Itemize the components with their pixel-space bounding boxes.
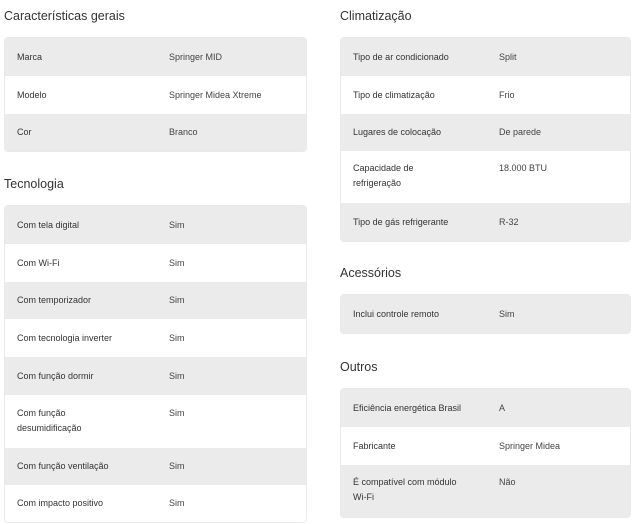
row-value-lugares-colocacao: De parede <box>499 127 542 137</box>
table-row <box>341 38 630 76</box>
table-row <box>5 485 306 522</box>
row-value-cor: Branco <box>169 127 198 137</box>
table-row <box>5 206 306 244</box>
table-caracteristicas-gerais <box>4 37 307 152</box>
row-label-tipo-ar: Tipo de ar condicionado <box>353 51 449 62</box>
row-label-inverter: Com tecnologia inverter <box>17 332 113 343</box>
section-title-climatizacao: Climatização <box>340 9 412 23</box>
row-value-modulo-wifi: Não <box>499 477 516 487</box>
row-label-dormir: Com função dormir <box>17 370 94 381</box>
row-value-gas: R-32 <box>499 216 519 227</box>
table-tecnologia <box>4 205 307 523</box>
row-label-ventilacao: Com função ventilação <box>17 461 109 471</box>
table-row <box>5 114 306 151</box>
row-value-fabricante: Springer Midea <box>499 440 561 451</box>
row-label-capacidade: Capacidade de refrigeração <box>353 163 414 188</box>
row-label-temporizador: Com temporizador <box>17 295 92 305</box>
section-title-acessorios: Acessórios <box>340 266 402 280</box>
row-label-modulo-wifi: É compatível com módulo Wi-Fi <box>353 477 457 502</box>
row-value-temporizador: Sim <box>169 295 185 305</box>
table-row <box>5 244 306 282</box>
table-row <box>341 114 630 151</box>
row-label-gas: Tipo de gás refrigerante <box>353 216 449 227</box>
row-value-tipo-ar: Split <box>499 51 517 62</box>
row-label-marca: Marca <box>17 51 43 62</box>
row-label-lugares-colocacao: Lugares de colocação <box>353 127 442 137</box>
row-label-wifi: Com Wi-Fi <box>17 257 60 268</box>
row-label-tela-digital: Com tela digital <box>17 219 80 230</box>
section-title-tecnologia: Tecnologia <box>4 177 64 191</box>
table-row <box>341 76 630 114</box>
table-row <box>341 389 630 427</box>
row-value-inverter: Sim <box>169 332 185 343</box>
table-row <box>341 203 630 241</box>
row-label-desumidificacao: Com função desumidificação <box>17 408 82 433</box>
table-row <box>5 395 306 448</box>
row-label-impacto-positivo: Com impacto positivo <box>17 498 104 508</box>
table-climatizacao <box>340 37 631 242</box>
table-row <box>341 465 630 517</box>
row-value-impacto-positivo: Sim <box>169 498 185 508</box>
table-row <box>5 448 306 485</box>
row-value-marca: Springer MID <box>169 51 223 62</box>
row-value-tipo-climatizacao: Frio <box>499 89 515 100</box>
row-label-tipo-climatizacao: Tipo de climatização <box>353 89 435 100</box>
row-value-wifi: Sim <box>169 257 185 268</box>
row-value-dormir: Sim <box>169 370 185 381</box>
row-label-modelo: Modelo <box>17 89 47 100</box>
row-value-controle-remoto: Sim <box>499 308 515 319</box>
row-value-modelo: Springer Midea Xtreme <box>169 89 262 100</box>
row-value-tela-digital: Sim <box>169 219 185 230</box>
row-value-capacidade: 18.000 BTU <box>499 163 548 173</box>
table-row <box>5 38 306 76</box>
section-title-caracteristicas-gerais: Características gerais <box>4 9 125 23</box>
table-outros <box>340 388 631 518</box>
table-row <box>5 357 306 395</box>
table-row <box>341 427 630 465</box>
row-label-controle-remoto: Inclui controle remoto <box>353 308 440 319</box>
row-value-desumidificacao: Sim <box>169 408 185 418</box>
table-row <box>341 151 630 203</box>
section-title-outros: Outros <box>340 360 378 374</box>
table-row <box>5 76 306 114</box>
row-label-cor: Cor <box>17 127 32 137</box>
row-label-eficiencia: Eficiência energética Brasil <box>353 402 462 413</box>
table-row <box>5 319 306 357</box>
table-row <box>5 282 306 319</box>
row-label-fabricante: Fabricante <box>353 440 396 451</box>
table-row <box>341 295 630 333</box>
table-acessorios <box>340 294 631 334</box>
row-value-ventilacao: Sim <box>169 461 185 471</box>
row-value-eficiencia: A <box>499 402 506 413</box>
